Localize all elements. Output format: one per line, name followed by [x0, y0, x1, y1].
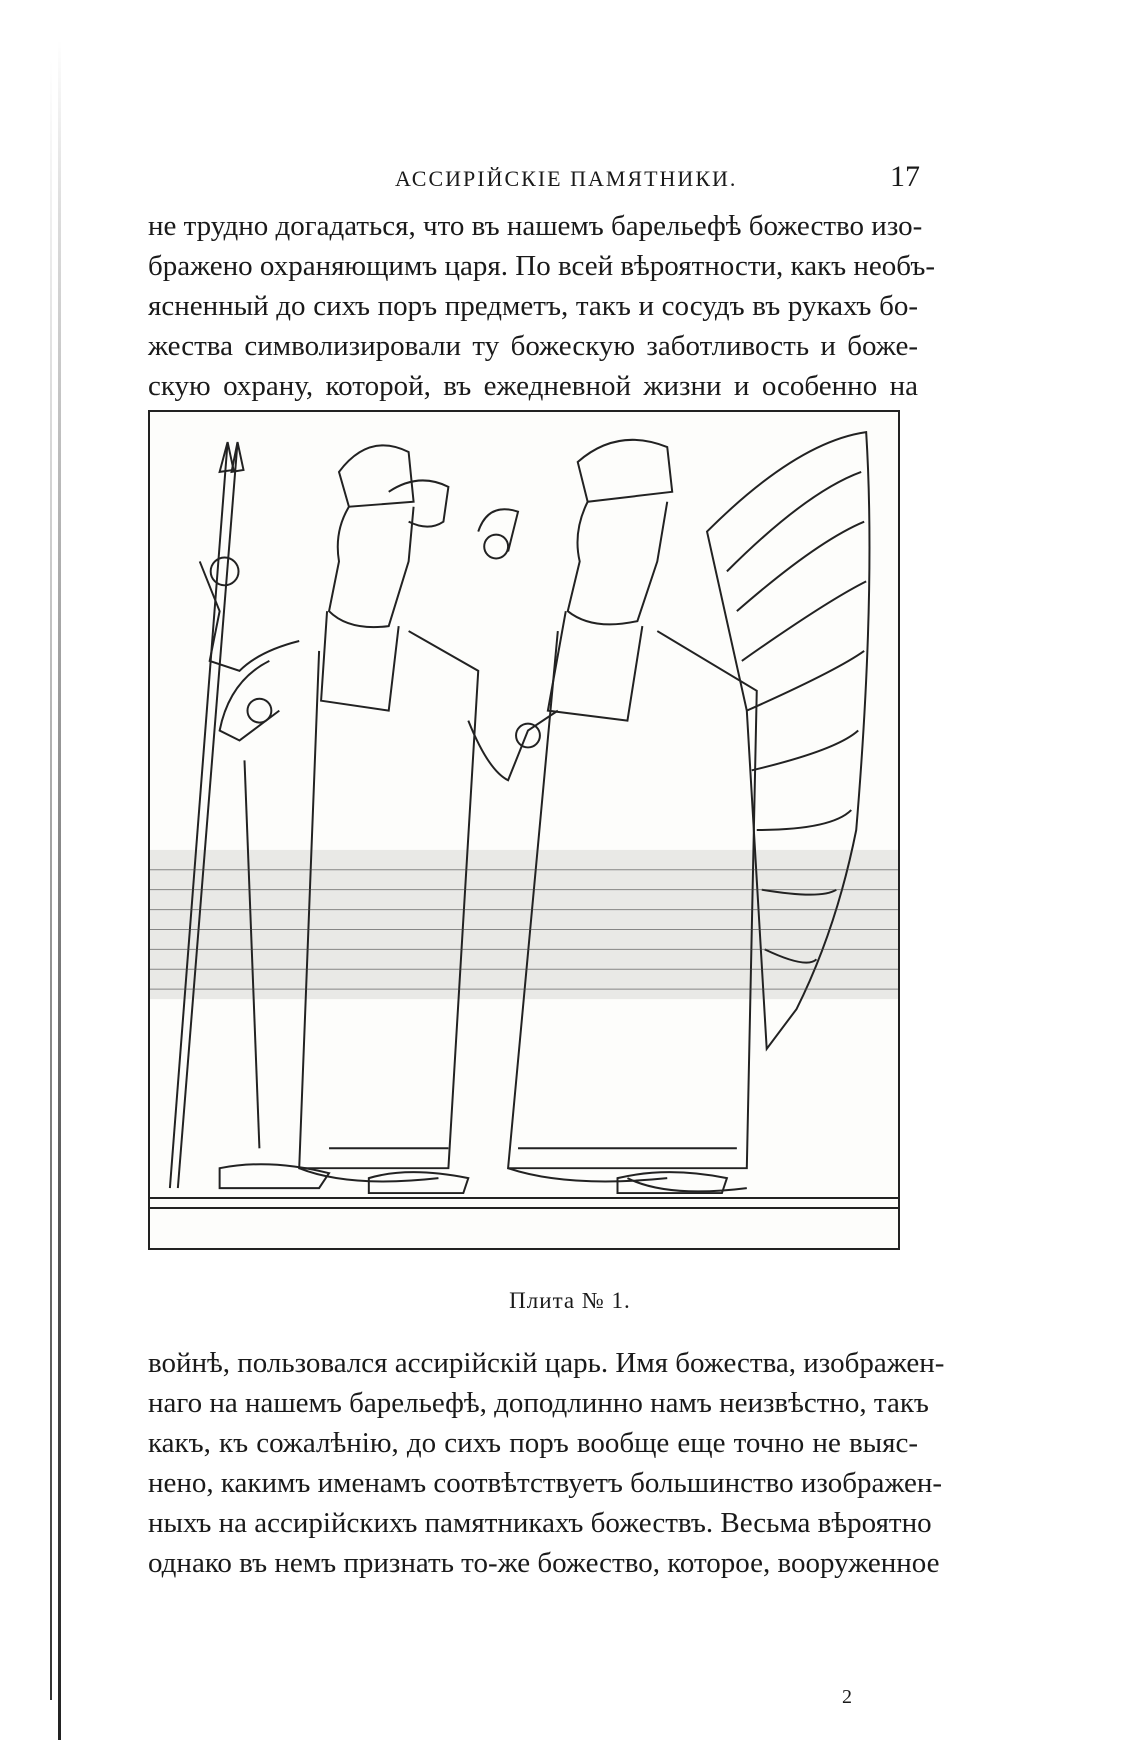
text-block-top	[148, 206, 935, 406]
text-line: наго на нашемъ барельефѣ, доподлинно намъ неизвѣстно, такъ	[148, 1387, 929, 1419]
text-line: нено, какимъ именамъ соотвѣтствуетъ большинство изображен-	[148, 1467, 943, 1499]
page-header	[395, 160, 920, 200]
signature-mark: 2	[842, 1686, 852, 1708]
text-line: жества символизировали ту божескую заботливость и боже-	[148, 330, 918, 362]
plate-illustration	[148, 410, 900, 1250]
text-line: какъ, къ сожалѣнію, до сихъ поръ вообще еще точно не выяс-	[148, 1427, 918, 1459]
text-line: ясненный до сихъ поръ предметъ, такъ и сосудъ въ рукахъ бо-	[148, 290, 918, 322]
text-line: ныхъ на ассирійскихъ памятникахъ божествъ. Весьма вѣроятно	[148, 1507, 932, 1539]
running-head: АССИРІЙСКІЕ ПАМЯТНИКИ.	[395, 166, 738, 191]
binding-edge	[58, 40, 61, 1740]
text-line: однако въ немъ признать то-же божество, которое, вооруженное	[148, 1547, 940, 1579]
assyrian-relief-drawing	[150, 412, 898, 1248]
text-line: войнѣ, пользовался ассирійскій царь. Имя божества, изображен-	[148, 1347, 945, 1379]
text-line: не трудно догадаться, что въ нашемъ барельефѣ божество изо-	[148, 210, 923, 242]
text-line: скую охрану, которой, въ ежедневной жизни и особенно на	[148, 370, 918, 402]
binding-edge-shadow	[50, 60, 52, 1700]
text-block-bottom	[148, 1343, 945, 1583]
text-line: бражено охраняющимъ царя. По всей вѣроятности, какъ необъ-	[148, 250, 935, 282]
page-number: 17	[890, 160, 920, 193]
plate-caption: Плита № 1.	[509, 1288, 631, 1313]
